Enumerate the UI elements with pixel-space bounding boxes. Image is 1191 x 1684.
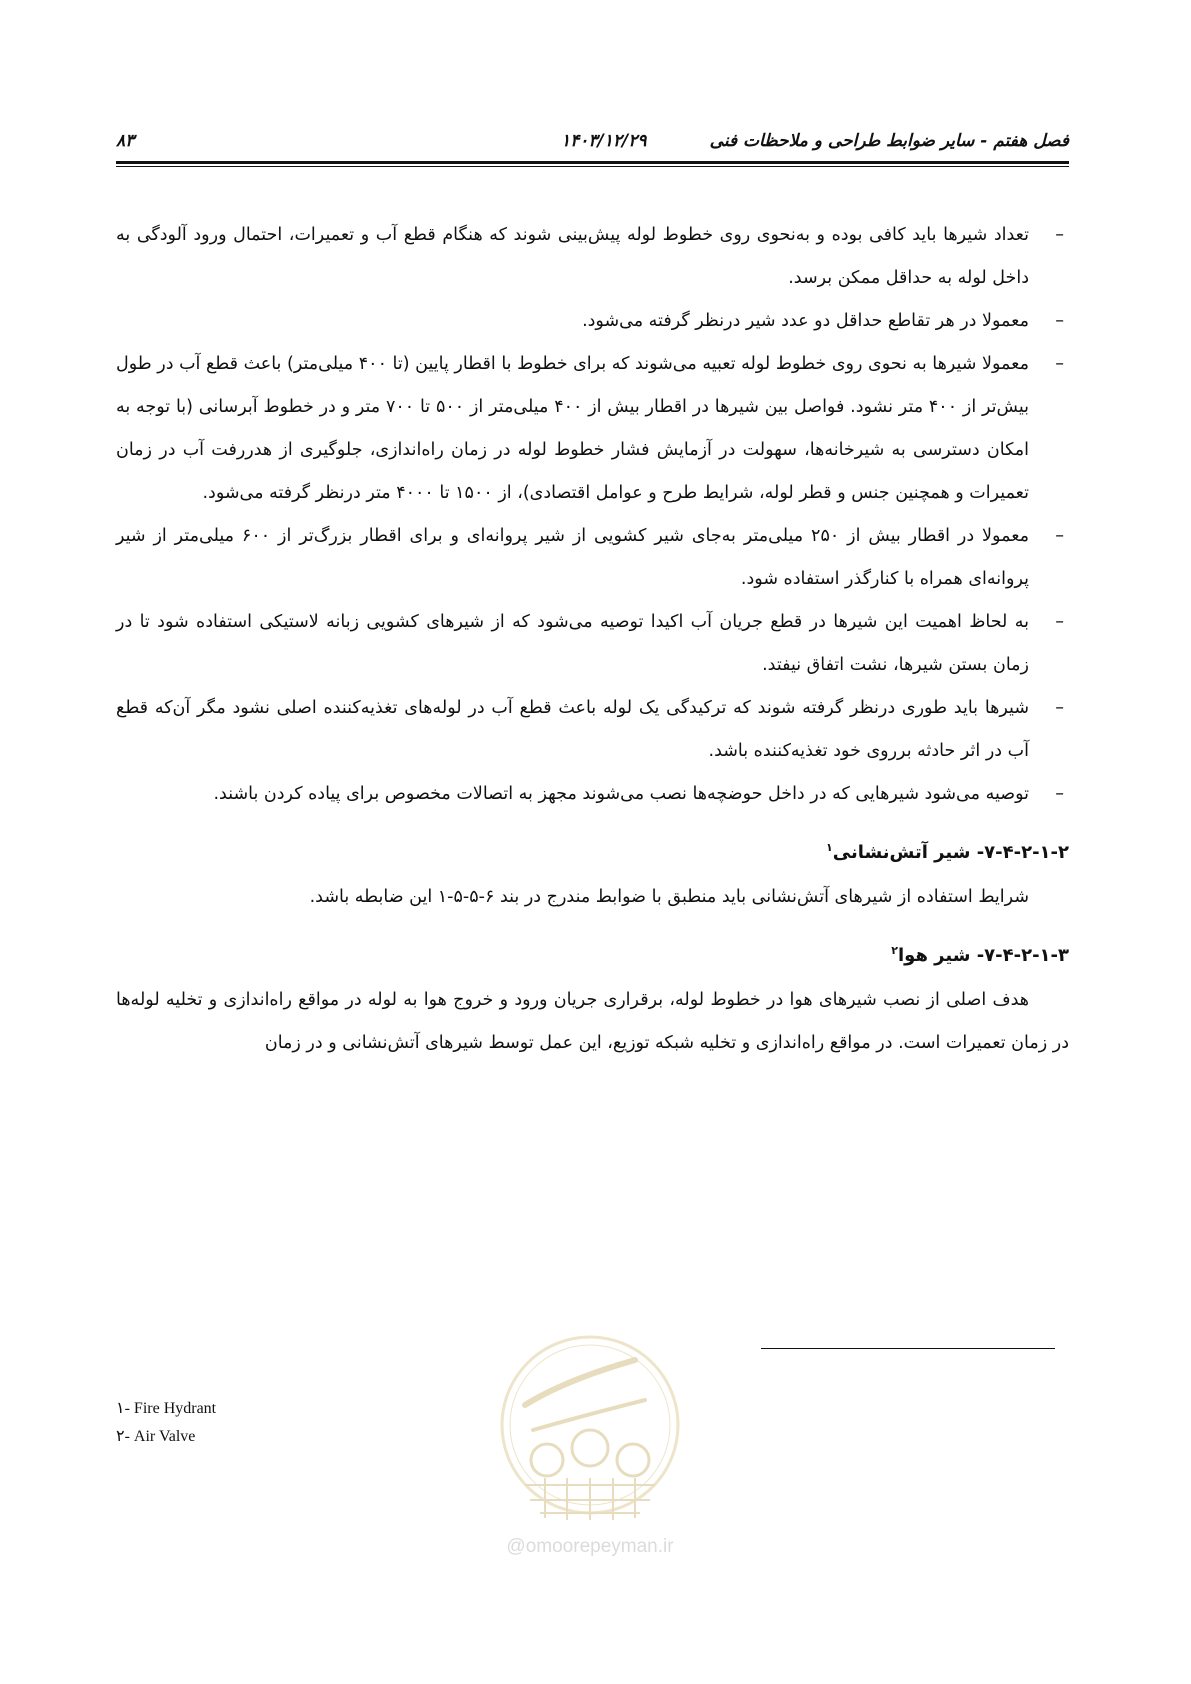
bullet-text: توصیه می‌شود شیرهایی که در داخل حوضچه‌ها نصب می‌شوند مجهز به اتصالات مخصوص برای پیاده کردن باشند.: [213, 784, 1029, 804]
bullet-text: تعداد شیرها باید کافی بوده و به‌نحوی روی خطوط لوله پیش‌بینی شوند که هنگام قطع آب و تعمیرات، احتمال ورود آلودگی به داخل لوله به حداقل ممکن برسد.: [116, 225, 1029, 288]
section-heading-air-valve: [116, 933, 1069, 979]
section-body-air-valve: هدف اصلی از نصب شیرهای هوا در خطوط لوله، برقراری جریان ورود و خروج هوا به لوله در مواقع راه‌اندازی و تخلیه لوله‌ها در زمان تعمیرات است. در مواقع راه‌اندازی و تخلیه شبکه توزیع، این عمل توسط شیرهای آتش‌نشانی و در زمان: [116, 990, 1069, 1053]
heading-text: ۷-۴-۲-۱-۲- شیر آتش‌نشانی: [832, 842, 1069, 863]
bullet-dash: –: [1055, 612, 1064, 632]
bullet-item: [116, 300, 1069, 343]
bullet-text: معمولا در هر تقاطع حداقل دو عدد شیر درنظر گرفته می‌شود.: [582, 311, 1029, 331]
bullet-item: [116, 773, 1069, 816]
watermark: [485, 1320, 695, 1560]
main-content: [116, 214, 1069, 1065]
bullet-dash: –: [1055, 311, 1064, 331]
footnote-item: ۲- Air Valve: [116, 1428, 196, 1445]
page-number: ۸۳: [116, 131, 135, 151]
header-rule-thick: [116, 161, 1069, 164]
footnote-ref: ۱: [826, 841, 833, 854]
bullet-item: [116, 214, 1069, 300]
footnotes: [116, 1395, 216, 1451]
heading-text: ۷-۴-۲-۱-۳- شیر هوا: [897, 945, 1069, 966]
bullet-text: معمولا در اقطار بیش از ۲۵۰ میلی‌متر به‌جای شیر کشویی از شیر پروانه‌ای و برای اقطار بزرگ‌تر از ۶۰۰ میلی‌متر از شیر پروانه‌ای همراه با کنارگذر استفاده شود.: [116, 526, 1030, 589]
section-heading-fire-hydrant: [116, 830, 1069, 876]
bullet-item: [116, 687, 1069, 773]
bullet-dash: –: [1055, 698, 1064, 718]
footnote-item: ۱- Fire Hydrant: [116, 1400, 217, 1417]
watermark-logo-icon: [485, 1320, 695, 1530]
section-body-fire-hydrant: شرایط استفاده از شیرهای آتش‌نشانی باید منطبق با ضوابط مندرج در بند ۶-۵-۵-۱ این ضابطه باشد.: [309, 887, 1029, 907]
bullet-item: [116, 515, 1069, 601]
chapter-title: فصل هفتم - سایر ضوابط طراحی و ملاحظات فنی: [709, 131, 1069, 151]
bullet-text: شیرها باید طوری درنظر گرفته شوند که ترکیدگی یک لوله باعث قطع آب در لوله‌های تغذیه‌کننده اصلی نشود مگر آن‌که قطع آب در اثر حادثه برروی خود تغذیه‌کننده باشد.: [116, 698, 1029, 761]
bullet-dash: –: [1055, 526, 1064, 546]
header-rule-thin: [116, 166, 1069, 167]
header-date: ۱۴۰۳/۱۲/۲۹: [561, 131, 647, 151]
bullet-dash: –: [1055, 354, 1064, 374]
page-header: [116, 127, 1069, 157]
bullet-item: [116, 601, 1069, 687]
footnote-rule: [761, 1348, 1055, 1349]
bullet-dash: –: [1055, 225, 1064, 245]
watermark-text: @omoorepeyman.ir: [506, 1536, 674, 1557]
bullet-dash: –: [1055, 784, 1064, 804]
bullet-text: به لحاظ اهمیت این شیرها در قطع جریان آب اکیدا توصیه می‌شود که از شیرهای کشویی زبانه لاستیکی استفاده شود تا در زمان بستن شیرها، نشت اتفاق نیفتد.: [116, 612, 1029, 675]
bullet-text: معمولا شیرها به نحوی روی خطوط لوله تعبیه می‌شوند که برای خطوط با اقطار پایین (تا ۴۰۰ میلی‌متر) باعث قطع آب در طول بیش‌تر از ۴۰۰ متر نشود. فواصل بین شیرها در اقطار بیش از ۴۰۰ میلی‌متر از ۵۰۰ تا ۷۰۰ متر و در خطوط آبرسانی (با توجه به امکان دسترسی به شیرخانه‌ها، سهولت در آزمایش فشار خطوط لوله در زمان راه‌اندازی، جلوگیری از هدررفت آب در زمان تعمیرات و همچنین جنس و قطر لوله، شرایط طرح و عوامل اقتصادی)، از ۱۵۰۰ تا ۴۰۰۰ متر درنظر گرفته می‌شود.: [116, 354, 1029, 503]
bullet-item: [116, 343, 1069, 515]
footnote-ref: ۲: [891, 944, 898, 957]
